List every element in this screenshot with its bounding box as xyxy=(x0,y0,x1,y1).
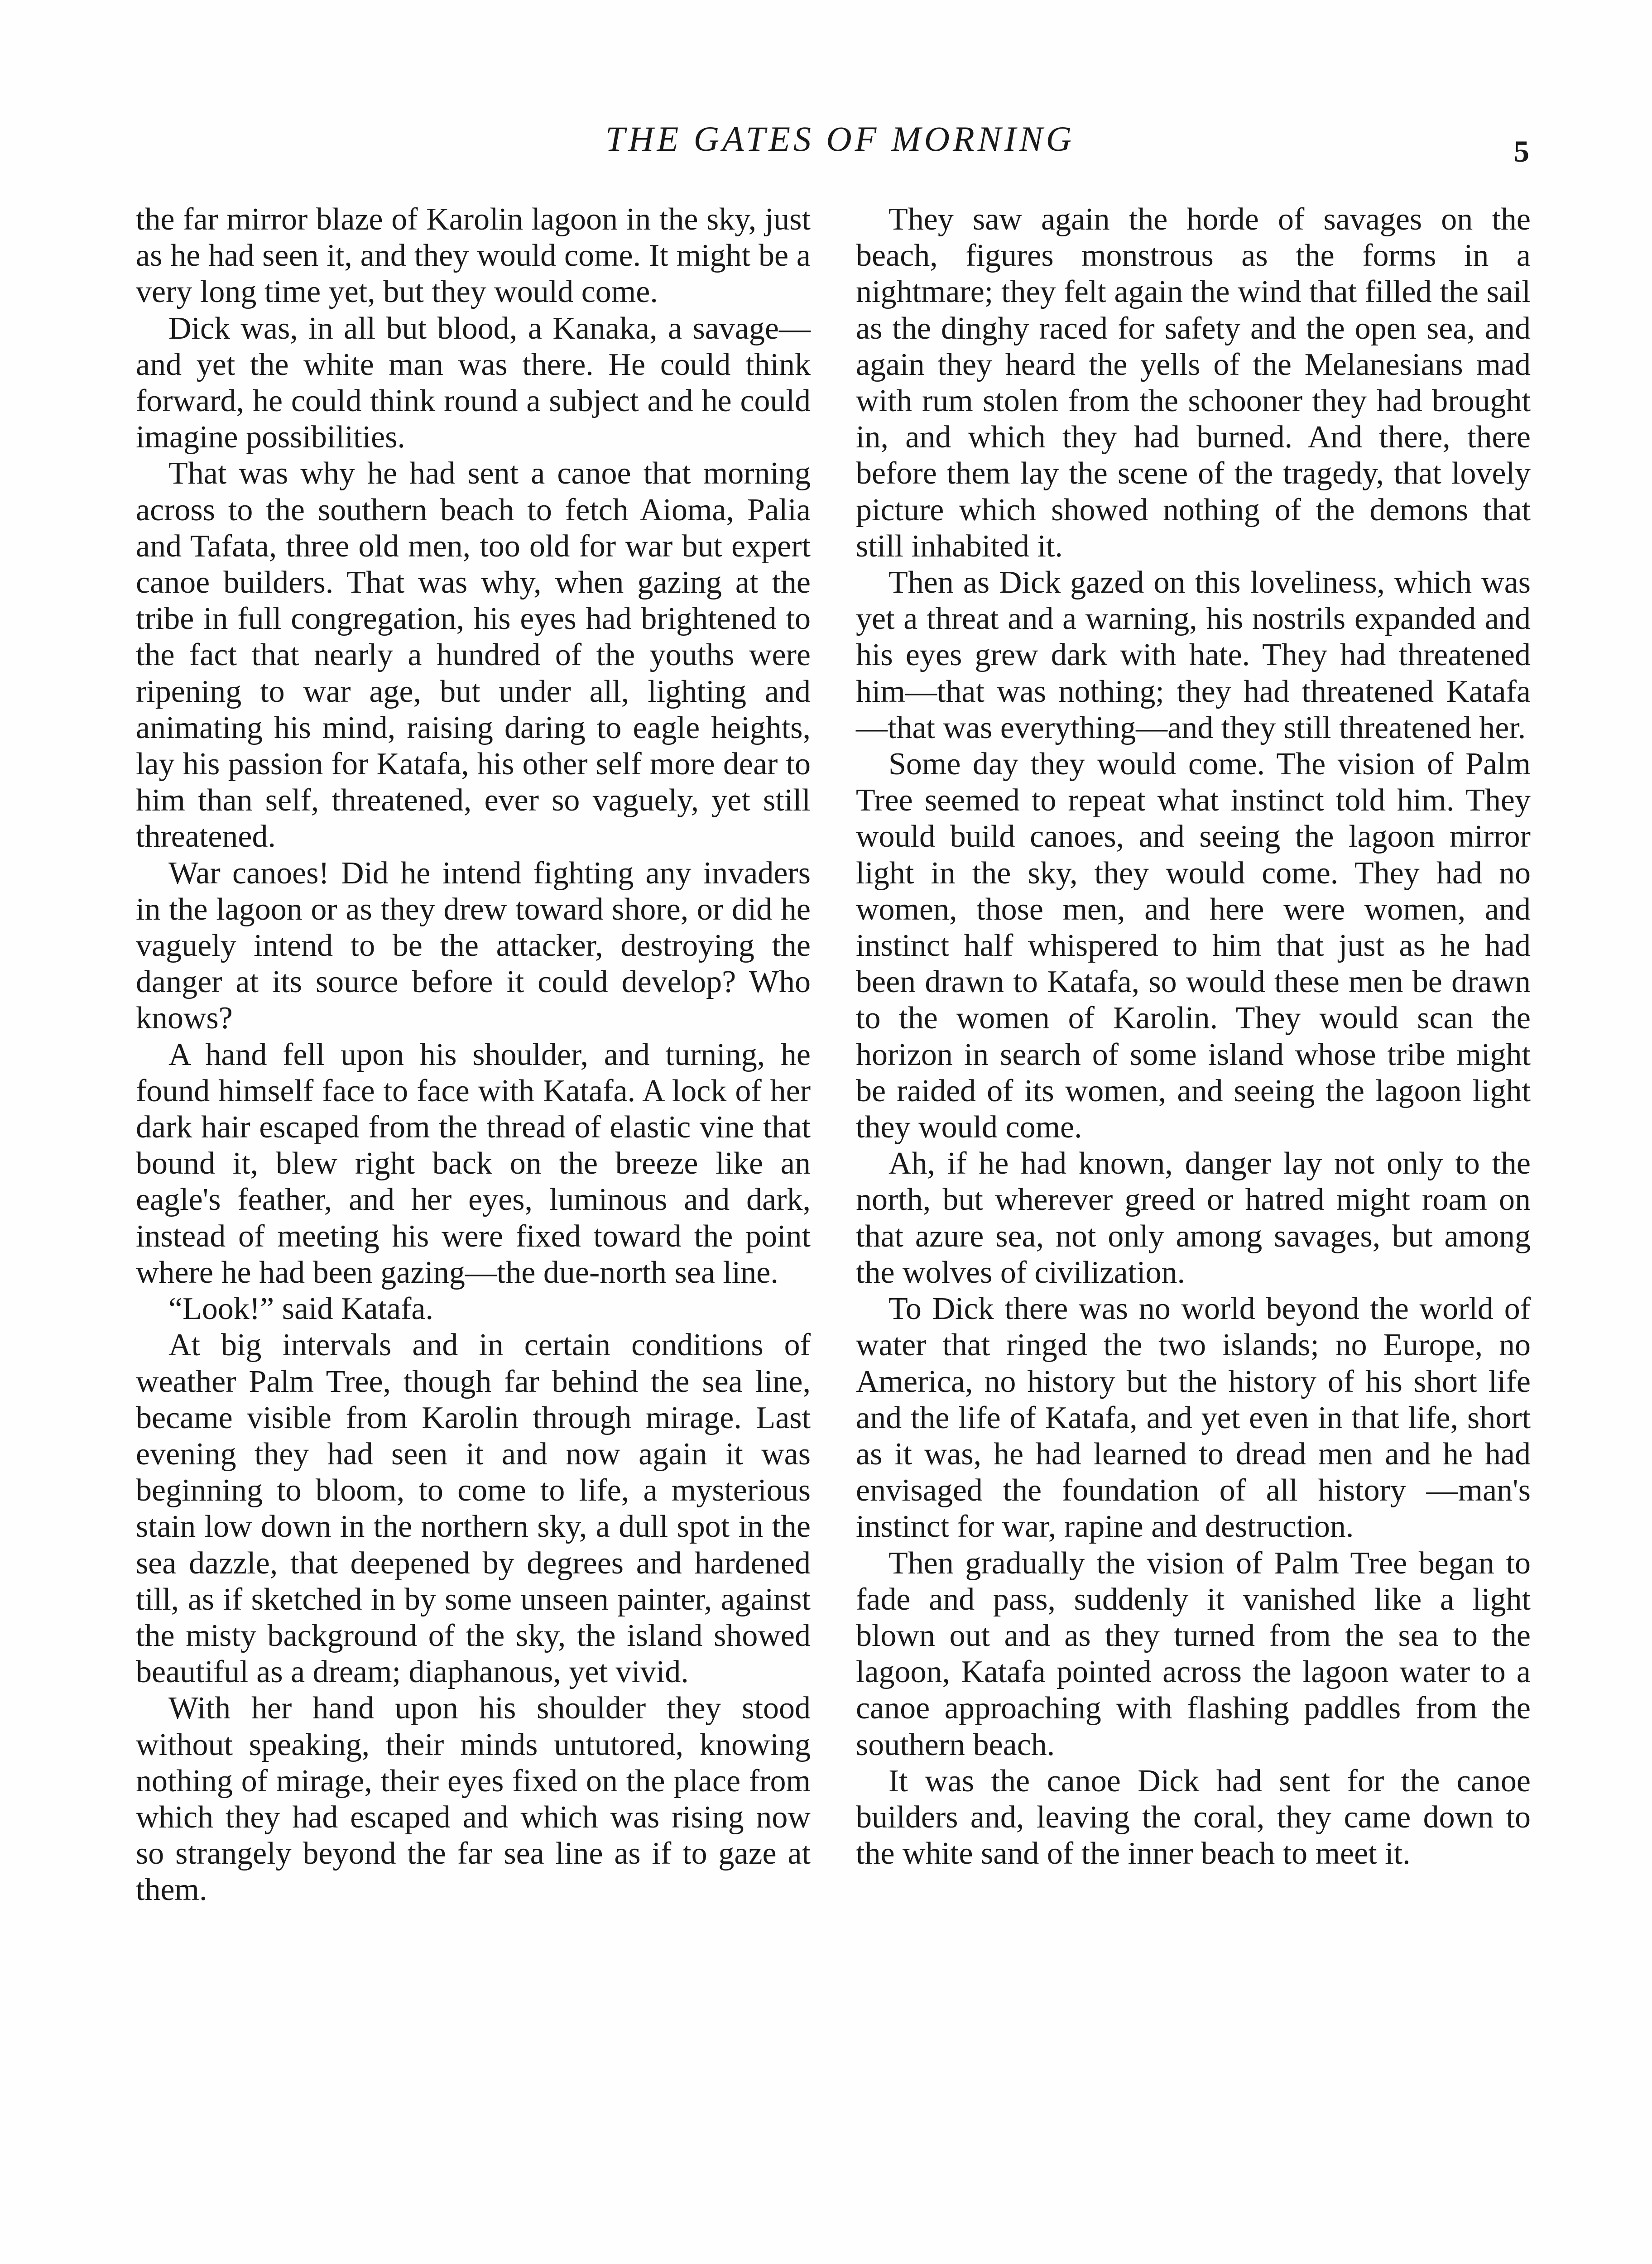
paragraph: Then gradually the vision of Palm Tree began to fade and pass, suddenly it vanished like a light blown out and as they turned from the sea to the lagoon, Katafa pointed across the lagoon water to a canoe approaching with flashing paddles from the southern beach. xyxy=(856,1545,1531,1762)
paragraph: Some day they would come. The vision of Palm Tree seemed to repeat what instinct told him. They would build canoes, and seeing the lagoon mirror light in the sky, they would come. They had no women, those men, and here were women, and instinct half whispered to him that just as he had been drawn to Katafa, so would these men be drawn to the women of Karolin. They would scan the horizon in search of some island whose tribe might be raided of its women, and seeing the lagoon light they would come. xyxy=(856,747,1531,1145)
running-title: THE GATES OF MORNING xyxy=(605,119,1075,158)
paragraph: A hand fell upon his shoulder, and turning, he found himself face to face with Katafa. A lock of her dark hair escaped from the thread of elastic vine that bound it, blew right back on the breeze like an eagle's feather, and her eyes, luminous and dark, instead of meeting his were fixed toward the point where he had been gazing—the due-north sea line. xyxy=(136,1037,811,1290)
paragraph: With her hand upon his shoulder they stood without speaking, their minds untutored, knowing nothing of mirage, their eyes fixed on the place from which they had escaped and which was rising now so strangely beyond the far sea line as if to gaze at them. xyxy=(136,1691,811,1908)
paragraph: They saw again the horde of savages on the beach, figures monstrous as the forms in a nightmare; they felt again the wind that filled the sail as the dinghy raced for safety and the open sea, and again they heard the yells of the Melanesians mad with rum stolen from the schooner they had brought in, and which they had burned. And there, there before them lay the scene of the tragedy, that lovely picture which showed nothing of the demons that still inhabited it. xyxy=(856,202,1531,564)
left-column xyxy=(136,201,811,1909)
paragraph: “Look!” said Katafa. xyxy=(168,1291,433,1327)
paragraph: Then as Dick gazed on this loveliness, which was yet a threat and a warning, his nostrils expanded and his eyes grew dark with hate. They had threatened him—that was nothing; they had threatened Katafa—that was everything—and they still threatened her. xyxy=(856,565,1531,745)
paragraph: That was why he had sent a canoe that morning across to the southern beach to fetch Aioma, Palia and Tafata, three old men, too old for war but expert canoe builders. That was why, when gazing at the tribe in full congregation, his eyes had brightened to the fact that nearly a hundred of the youths were ripening to war age, but under all, lighting and animating his mind, raising daring to eagle heights, lay his passion for Katafa, his other self more dear to him than self, threatened, ever so vaguely, yet still threatened. xyxy=(136,456,811,854)
paragraph: At big intervals and in certain conditions of weather Palm Tree, though far behind the sea line, became visible from Karolin through mirage. Last evening they had seen it and now again it was beginning to bloom, to come to life, a mysterious stain low down in the northern sky, a dull spot in the sea dazzle, that deepened by degrees and hardened till, as if sketched in by some unseen painter, against the misty background of the sky, the island showed beautiful as a dream; diaphanous, yet vivid. xyxy=(136,1328,811,1690)
page-number: 5 xyxy=(1514,134,1529,168)
paragraph: To Dick there was no world beyond the world of water that ringed the two islands; no Europe, no America, no history but the history of his short life and the life of Katafa, and yet even in that life, short as it was, he had learned to dread men and he had envisaged the foundation of all history —man's instinct for war, rapine and destruction. xyxy=(856,1291,1531,1545)
paragraph: It was the canoe Dick had sent for the canoe builders and, leaving the coral, they came down to the white sand of the inner beach to meet it. xyxy=(856,1763,1531,1871)
paragraph: War canoes! Did he intend fighting any invaders in the lagoon or as they drew toward shore, or did he vaguely intend to be the attacker, destroying the danger at its source before it could develop? Who knows? xyxy=(136,855,811,1036)
right-column xyxy=(856,201,1531,1872)
paragraph: the far mirror blaze of Karolin lagoon in the sky, just as he had seen it, and they would come. It might be a very long time yet, but they would come. xyxy=(136,202,811,310)
paragraph: Ah, if he had known, danger lay not only to the north, but wherever greed or hatred might roam on that azure sea, not only among savages, but among the wolves of civilization. xyxy=(856,1146,1531,1290)
paragraph: Dick was, in all but blood, a Kanaka, a savage—and yet the white man was there. He could think forward, he could think round a subject and he could imagine possibilities. xyxy=(136,311,811,455)
